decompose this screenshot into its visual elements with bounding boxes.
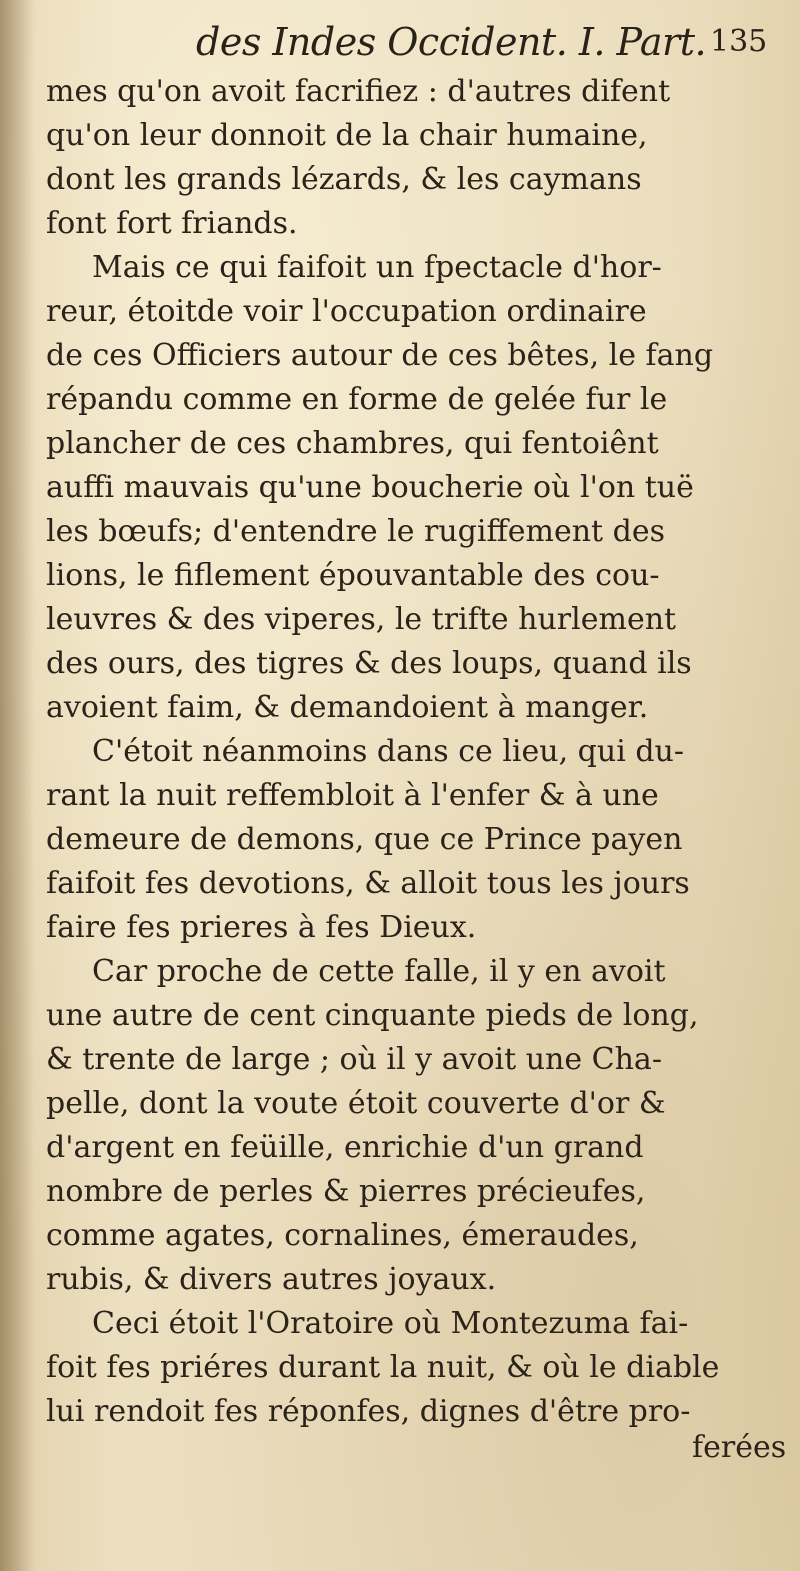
text-line: qu'on leur donnoit de la chair humaine,	[46, 118, 648, 153]
text-line: d'argent en feüille, enrichie d'un grand	[46, 1130, 644, 1165]
text-line: avoient faim, & demandoient à manger.	[46, 690, 649, 725]
text-line: demeure de demons, que ce Prince payen	[46, 822, 683, 857]
text-line: & trente de large ; où il y avoit une Cha-	[46, 1042, 662, 1077]
text-line: dont les grands lézards, & les caymans	[46, 162, 642, 197]
text-line: foit fes priéres durant la nuit, & où le diable	[46, 1350, 720, 1385]
text-line: auffi mauvais qu'une boucherie où l'on tuë	[46, 470, 694, 505]
catchword: ferées	[692, 1430, 787, 1465]
text-line: les bœufs; d'entendre le rugiffement des	[46, 514, 665, 549]
text-line: faire fes prieres à fes Dieux.	[46, 910, 477, 945]
text-line: font fort friands.	[46, 206, 298, 241]
text-line: lui rendoit fes réponfes, dignes d'être pro-	[46, 1394, 691, 1429]
text-line: une autre de cent cinquante pieds de long,	[46, 998, 699, 1033]
page-number: 135	[710, 24, 768, 59]
text-line: Car proche de cette falle, il y en avoit	[92, 954, 666, 989]
text-line: Ceci étoit l'Oratoire où Montezuma fai-	[92, 1306, 689, 1341]
text-line: plancher de ces chambres, qui fentoiênt	[46, 426, 659, 461]
text-line: mes qu'on avoit facrifiez : d'autres difent	[46, 74, 671, 109]
text-line: des ours, des tigres & des loups, quand ils	[46, 646, 692, 681]
text-line: comme agates, cornalines, émeraudes,	[46, 1218, 639, 1253]
text-line: nombre de perles & pierres précieufes,	[46, 1174, 646, 1209]
text-line: répandu comme en forme de gelée fur le	[46, 382, 668, 417]
text-line: reur, étoitde voir l'occupation ordinaire	[46, 294, 647, 329]
text-line: C'étoit néanmoins dans ce lieu, qui du-	[92, 734, 684, 769]
text-line: rubis, & divers autres joyaux.	[46, 1262, 497, 1297]
text-line: Mais ce qui faifoit un fpectacle d'hor-	[92, 250, 662, 285]
text-line: lions, le fiflement épouvantable des cou-	[46, 558, 660, 593]
gutter-shadow	[0, 0, 34, 1571]
running-title: des Indes Occident. I. Part.	[196, 20, 707, 64]
text-line: faifoit fes devotions, & alloit tous les jours	[46, 866, 690, 901]
text-line: de ces Officiers autour de ces bêtes, le fang	[46, 338, 714, 373]
text-line: pelle, dont la voute étoit couverte d'or &	[46, 1086, 666, 1121]
text-line: leuvres & des viperes, le trifte hurlement	[46, 602, 677, 637]
text-line: rant la nuit reffembloit à l'enfer & à une	[46, 778, 659, 813]
